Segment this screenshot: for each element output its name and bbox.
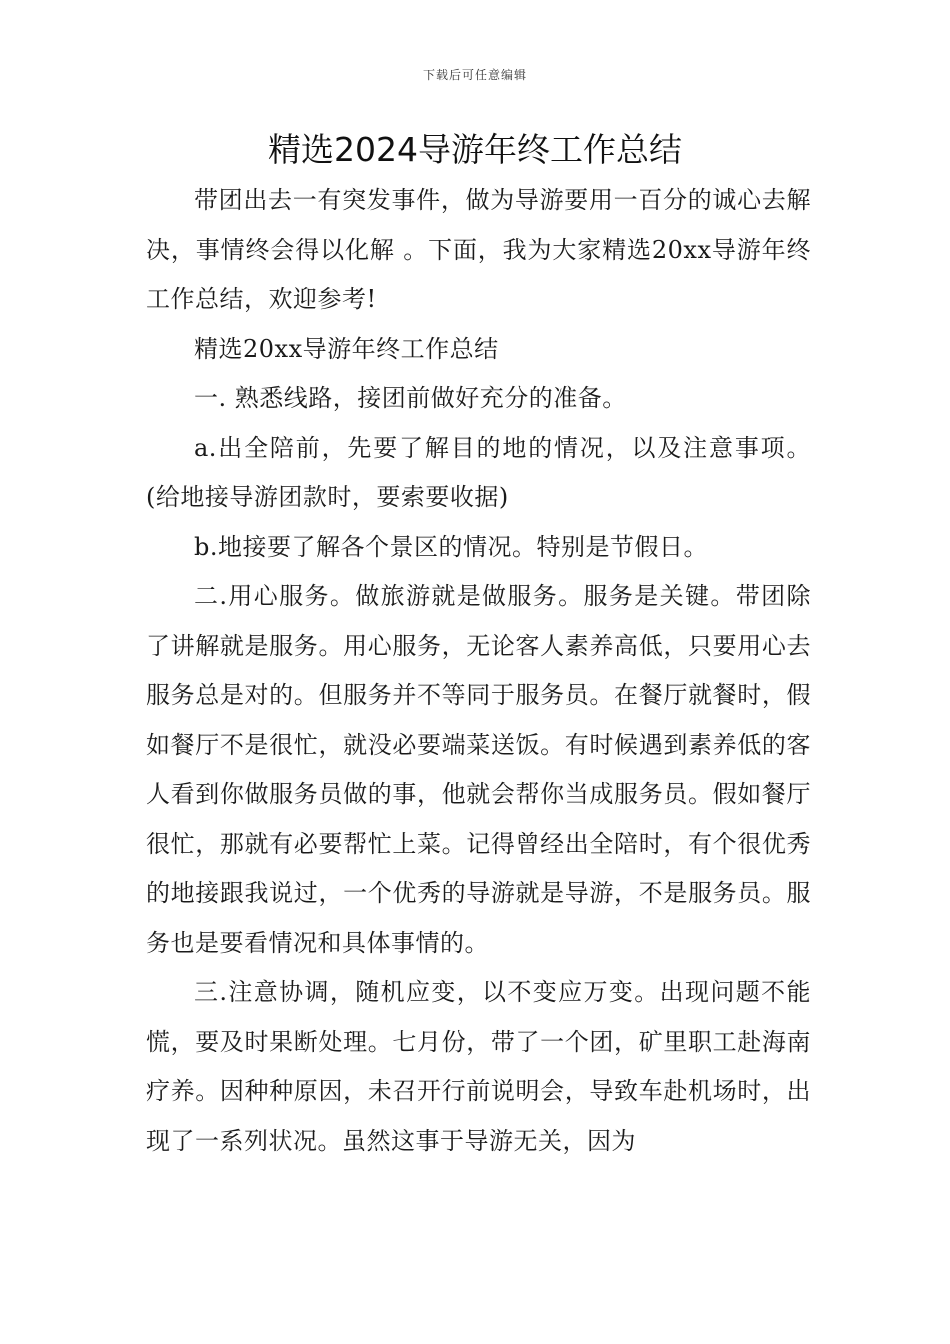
paragraph-item-b: b.地接要了解各个景区的情况。特别是节假日。 bbox=[194, 532, 708, 561]
paragraph-intro: 带团出去一有突发事件，做为导游要用一百分的诚心去解决，事情终会得以化解 。下面，我为大家精选20xx导游年终工作总结，欢迎参考! bbox=[146, 186, 811, 313]
paragraph-item-a: a.出全陪前，先要了解目的地的情况，以及注意事项。(给地接导游团款时，要索要收据) bbox=[146, 433, 811, 511]
header-note: 下载后可任意编辑 bbox=[422, 68, 527, 82]
document-body bbox=[146, 176, 811, 1166]
paragraph-section-3: 三.注意协调，随机应变，以不变应万变。出现问题不能慌，要及时果断处理。七月份，带了一个团，矿里职工赴海南疗养。因种种原因，未召开行前说明会，导致车赴机场时，出现了一系列状况。虽然这事于导游无关，因为 bbox=[146, 978, 811, 1155]
paragraph-section-2: 二.用心服务。做旅游就是做服务。服务是关键。带团除了讲解就是服务。用心服务，无论客人素养高低，只要用心去服务总是对的。但服务并不等同于服务员。在餐厅就餐时，假如餐厅不是很忙，就没必要端菜送饭。有时候遇到素养低的客人看到你做服务员做的事，他就会帮你当成服务员。假如餐厅很忙，那就有必要帮忙上菜。记得曾经出全陪时，有个很优秀的地接跟我说过，一个优秀的导游就是导游，不是服务员。服务也是要看情况和具体事情的。 bbox=[146, 582, 811, 957]
paragraph-subtitle: 精选20xx导游年终工作总结 bbox=[194, 334, 499, 363]
document-title: 精选2024导游年终工作总结 bbox=[268, 130, 682, 169]
paragraph-section-1: 一. 熟悉线路，接团前做好充分的准备。 bbox=[194, 384, 627, 412]
